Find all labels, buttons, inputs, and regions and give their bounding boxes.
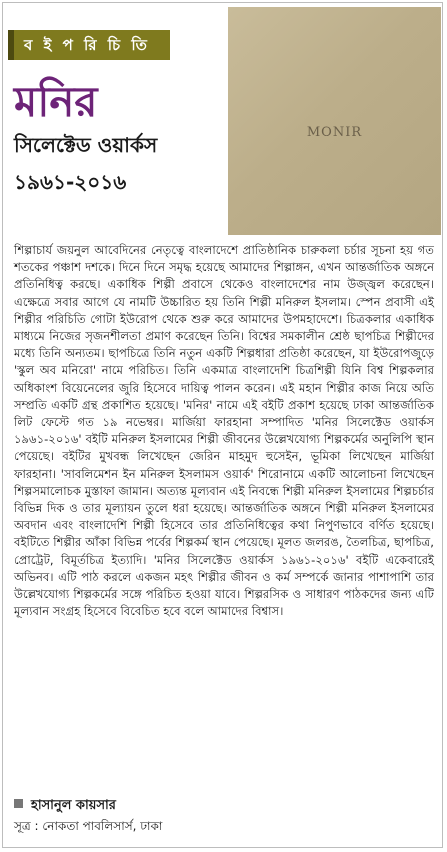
book-subtitle: সিলেক্টেড ওয়ার্কস	[14, 133, 158, 157]
bullet-square-icon	[14, 799, 23, 808]
author-line	[14, 796, 116, 817]
book-title: মনির	[14, 77, 98, 126]
section-tag: ব ই প রি চি তি	[8, 30, 170, 60]
article-body: শিল্পাচার্য জয়নুল আবেদিনের নেতৃত্বে বাংলাদেশে প্রাতিষ্ঠানিক চারুকলা চর্চার সূচনা হয় গত শতকের পঞ্চাশ দশকে। দিনে দিনে সমৃদ্ধ হয়েছে আমাদের শিল্পাঙ্গন, এখন আন্তর্জাতিক অঙ্গনে প্রতিনিধিত্ব করছে। একাধিক শিল্পী প্রবাসে থেকেও বাংলাদেশের নাম উজ্জ্বল করেছেন। এক্ষেত্রে সবার আগে যে নামটি উচ্চারিত হয় তিনি শিল্পী মনিরুল ইসলাম। স্পেন প্রবাসী এই শিল্পীর পরিচিতি গোটা ইউরোপ থেকে শুরু করে আমাদের উপমহাদেশে। চিত্রকলার একাধিক মাধ্যমে নিজের সৃজনশীলতা প্রমাণ করেছেন তিনি। বিশ্বের সমকালীন শ্রেষ্ঠ ছাপচিত্র শিল্পীদের মধ্যে তিনি অন্যতম। ছাপচিত্রে তিনি নতুন একটি শিল্পধারা প্রতিষ্ঠা করেছেন, যা ইউরোপজুড়ে 'স্কুল অব মনিরো' নামে পরিচিত। তিনি একমাত্র বাংলাদেশি চিত্রশিল্পী যিনি বিশ্ব শিল্পকলার অধিকাংশ বিয়েনেলের জুরি হিসেবে দায়িত্ব পালন করেন। এই মহান শিল্পীর কাজ নিয়ে অতি সম্প্রতি একটি গ্রন্থ প্রকাশিত হয়েছে। 'মনির' নামে এই বইটি প্রকাশ হয়েছে ঢাকা আন্তর্জাতিক লিট ফেস্টে গত ১৯ নভেম্বর। মার্জিয়া ফারহানা সম্পাদিত 'মনির সিলেক্টেড ওয়ার্কস ১৯৬১-২০১৬' বইটি মনিরুল ইসলামের শিল্পী জীবনের উল্লেখযোগ্য শিল্পকর্মের অনুলিপি স্থান পেয়েছে। বইটির মুখবন্ধ লিখেছেন জেরিন মাহমুদ হুসেইন, ভূমিকা লিখেছেন মার্জিয়া ফারহানা। 'সাবলিমেশন ইন মনিরুল ইসলামস ওয়ার্ক' শিরোনামে একটি আলোচনা লিখেছেন শিল্পসমালোচক মুস্তাফা জামান। অত্যন্ত মূল্যবান এই নিবন্ধে শিল্পী মনিরুল ইসলামের শিল্পচর্চার বিভিন্ন দিক ও তার মূল্যায়ন তুলে ধরা হয়েছে। আন্তর্জাতিক অঙ্গনে শিল্পী মনিরুল ইসলামের অবদান এবং বাংলাদেশি শিল্পী হিসেবে তার প্রতিনিধিত্বের কথা নিপুণভাবে বর্ণিত হয়েছে। বইটিতে শিল্পীর আঁকা বিভিন্ন পর্বের শিল্পকর্ম স্থান পেয়েছে। মূলত জলরঙ, তৈলচিত্র, ছাপচিত্র, প্রোট্রেট, বিমূর্তচিত্র ইত্যাদি। 'মনির সিলেক্টেড ওয়ার্কস ১৯৬১-২০১৬' বইটি একেবারেই অভিনব। এটি পাঠ করলে একজন মহৎ শিল্পীর জীবন ও কর্ম সম্পর্কে জানার পাশাপাশি তার উল্লেখযোগ্য শিল্পকর্মের সঙ্গে পরিচিত হওয়া যাবে। শিল্পরসিক ও সাধারণ পাঠকদের জন্য এটি মূল্যবান সংগ্রহ হিসেবে বিবেচিত হবে বলে আমাদের বিশ্বাস।	[14, 243, 434, 619]
cover-title: MONIR	[306, 125, 363, 140]
author-name: হাসানুল কায়সার	[31, 798, 116, 813]
source-line: সূত্র : নোকতা পাবলিসার্স, ঢাকা	[14, 819, 163, 833]
book-years: ১৯৬১-২০১৬	[14, 170, 127, 194]
book-cover-image	[228, 7, 441, 235]
